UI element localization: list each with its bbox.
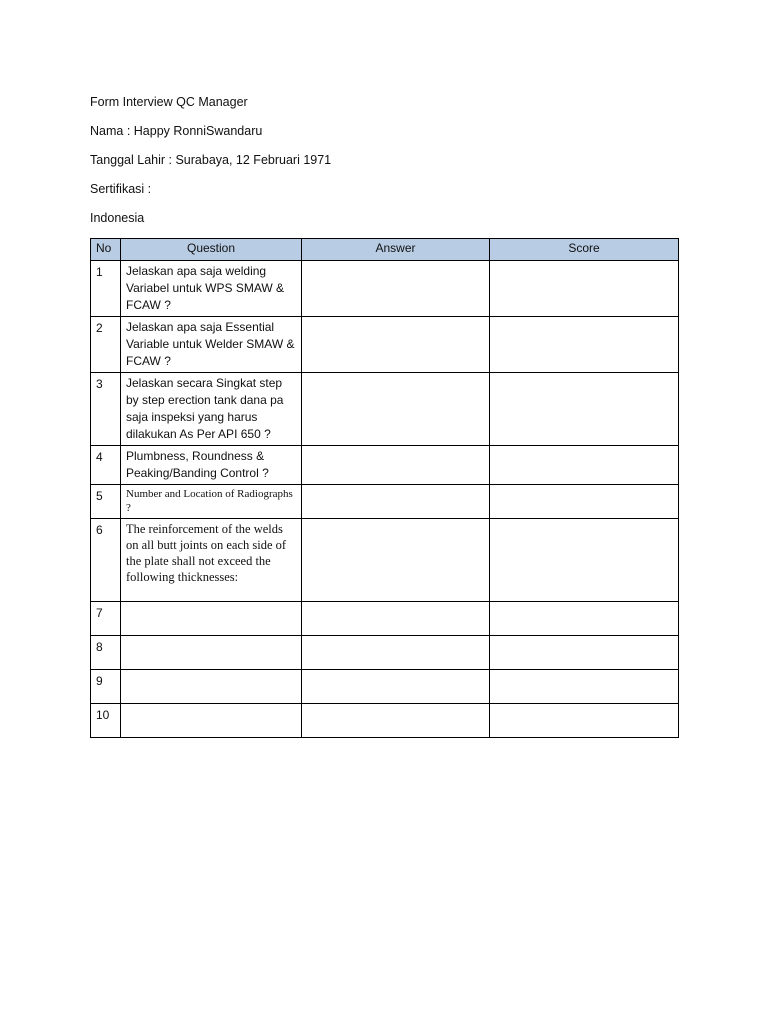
header-no: No	[91, 239, 121, 261]
score-cell[interactable]	[490, 446, 679, 485]
score-cell[interactable]	[490, 373, 679, 446]
form-title: Form Interview QC Manager	[90, 95, 248, 109]
header-answer: Answer	[302, 239, 490, 261]
question-cell: Jelaskan apa saja welding Variabel untuk WPS SMAW & FCAW ?	[121, 261, 302, 317]
header-question: Question	[121, 239, 302, 261]
question-cell: Jelaskan secara Singkat step by step erection tank dana pa saja inspeksi yang harus dilakukan As Per API 650 ?	[121, 373, 302, 446]
answer-cell[interactable]	[302, 261, 490, 317]
answer-cell[interactable]	[302, 485, 490, 519]
answer-cell[interactable]	[302, 636, 490, 670]
row-number: 10	[91, 704, 121, 738]
row-number: 8	[91, 636, 121, 670]
answer-cell[interactable]	[302, 446, 490, 485]
answer-cell[interactable]	[302, 373, 490, 446]
table-header-row	[91, 239, 679, 261]
answer-cell[interactable]	[302, 317, 490, 373]
table-row	[91, 636, 679, 670]
score-cell[interactable]	[490, 704, 679, 738]
score-cell[interactable]	[490, 670, 679, 704]
score-cell[interactable]	[490, 636, 679, 670]
score-cell[interactable]	[490, 261, 679, 317]
row-number: 2	[91, 317, 121, 373]
question-cell: Jelaskan apa saja Essential Variable untuk Welder SMAW & FCAW ?	[121, 317, 302, 373]
row-number: 6	[91, 519, 121, 602]
question-cell: Plumbness, Roundness & Peaking/Banding Control ?	[121, 446, 302, 485]
score-cell[interactable]	[490, 317, 679, 373]
table-row	[91, 519, 679, 602]
row-number: 5	[91, 485, 121, 519]
row-number: 7	[91, 602, 121, 636]
row-number: 1	[91, 261, 121, 317]
table-row	[91, 704, 679, 738]
table-row	[91, 373, 679, 446]
row-number: 9	[91, 670, 121, 704]
score-cell[interactable]	[490, 485, 679, 519]
table-row	[91, 602, 679, 636]
question-cell	[121, 636, 302, 670]
name-line: Nama : Happy RonniSwandaru	[90, 124, 263, 138]
question-cell	[121, 670, 302, 704]
question-cell: The reinforcement of the welds on all butt joints on each side of the plate shall not exceed the following thicknesses:	[121, 519, 302, 602]
table-row	[91, 261, 679, 317]
score-cell[interactable]	[490, 519, 679, 602]
question-cell	[121, 704, 302, 738]
table-row	[91, 317, 679, 373]
table-row	[91, 485, 679, 519]
answer-cell[interactable]	[302, 519, 490, 602]
score-cell[interactable]	[490, 602, 679, 636]
question-cell: Number and Location of Radiographs ?	[121, 485, 302, 519]
header-score: Score	[490, 239, 679, 261]
certification-line: Sertifikasi :	[90, 182, 152, 196]
table-row	[91, 670, 679, 704]
row-number: 3	[91, 373, 121, 446]
country-line: Indonesia	[90, 211, 145, 225]
row-number: 4	[91, 446, 121, 485]
question-cell	[121, 602, 302, 636]
answer-cell[interactable]	[302, 602, 490, 636]
answer-cell[interactable]	[302, 670, 490, 704]
interview-table	[90, 238, 679, 738]
answer-cell[interactable]	[302, 704, 490, 738]
birth-line: Tanggal Lahir : Surabaya, 12 Februari 1971	[90, 153, 332, 167]
table-row	[91, 446, 679, 485]
